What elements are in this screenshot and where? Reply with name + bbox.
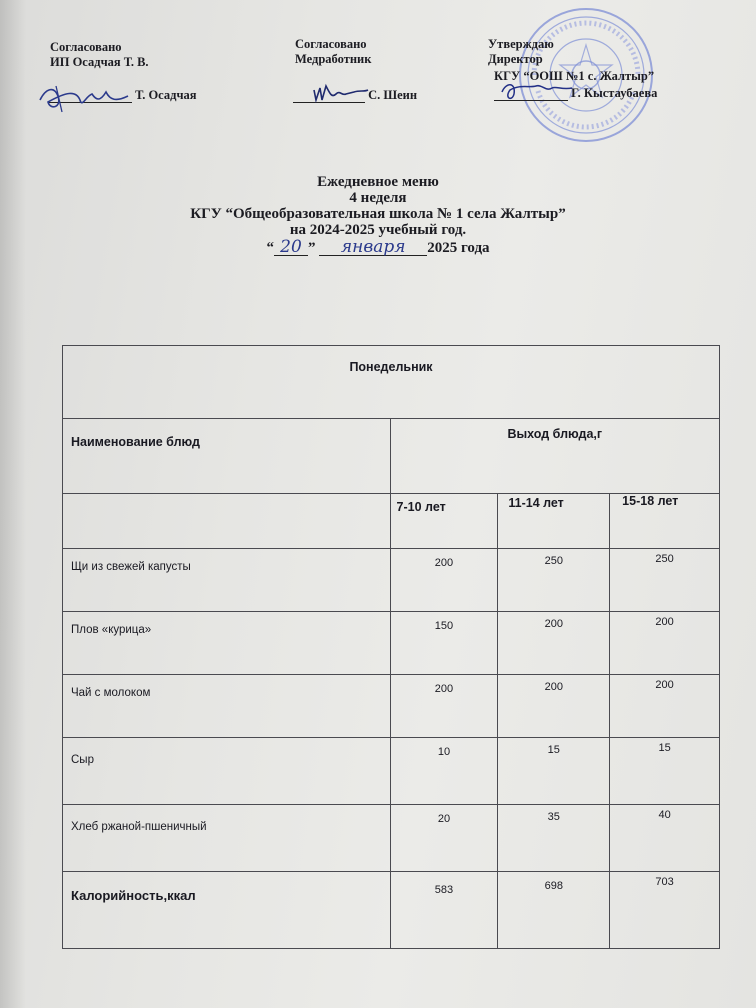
day-header: Понедельник	[63, 346, 720, 419]
date-day: 20	[274, 239, 308, 256]
portion-11-14: 200	[498, 675, 610, 738]
date-year: 2025 года	[427, 240, 490, 256]
signer-name: С. Шеин	[368, 88, 418, 102]
dish-name: Плов «курица»	[63, 612, 391, 675]
dish-name: Сыр	[63, 738, 391, 805]
approval-role: Директор	[488, 52, 543, 66]
portion-7-10: 150	[390, 612, 498, 675]
title-line-4: на 2024-2025 учебный год.	[289, 222, 467, 238]
portion-15-18: 15	[610, 738, 720, 805]
table-row	[63, 805, 720, 872]
date-month: января	[319, 239, 427, 256]
portion-11-14: 250	[498, 549, 610, 612]
approval-label: Согласовано	[295, 37, 367, 51]
approval-role: Медработник	[295, 52, 372, 66]
age-blank-cell	[63, 494, 391, 549]
portion-15-18: 40	[610, 805, 720, 872]
menu-table	[62, 345, 720, 949]
title-line-3: КГУ “Общеобразовательная школа № 1 села Жалтыр”	[190, 206, 566, 222]
portion-15-18: 200	[610, 675, 720, 738]
portion-11-14: 15	[498, 738, 610, 805]
calorie-label: Калорийность,ккал	[63, 872, 391, 949]
portion-11-14: 200	[498, 612, 610, 675]
portion-7-10: 200	[390, 675, 498, 738]
signer-name: Т. Осадчая	[135, 88, 197, 102]
portion-7-10: 10	[390, 738, 498, 805]
dish-name: Щи из свежей капусты	[63, 549, 391, 612]
age-header-15-18: 15-18 лет	[610, 494, 720, 549]
table-row	[63, 549, 720, 612]
handwritten-signature-director	[496, 74, 576, 106]
age-header-11-14: 11-14 лет	[498, 494, 610, 549]
age-header-7-10: 7-10 лет	[390, 494, 498, 549]
approval-org: КГУ “ООШ №1 с. Жалтыр”	[494, 69, 655, 83]
handwritten-signature-ip	[36, 78, 132, 118]
approval-label: Утверждаю	[488, 37, 554, 51]
approval-role: ИП Осадчая Т. В.	[50, 55, 149, 69]
portion-11-14: 35	[498, 805, 610, 872]
title-line-2: 4 неделя	[349, 190, 407, 206]
approval-ip	[50, 40, 149, 70]
output-header: Выход блюда,г	[390, 419, 719, 494]
portion-15-18: 200	[610, 612, 720, 675]
portion-15-18: 250	[610, 549, 720, 612]
table-row	[63, 738, 720, 805]
document-title	[0, 174, 756, 256]
dish-name-header: Наименование блюд	[63, 419, 391, 494]
approval-medic	[295, 37, 371, 67]
page-shadow	[0, 0, 26, 1008]
approval-label: Согласовано	[50, 40, 122, 54]
calorie-15-18: 703	[610, 872, 720, 949]
title-line-1: Ежедневное меню	[317, 174, 439, 190]
handwritten-signature-medic	[310, 80, 370, 106]
table-row	[63, 612, 720, 675]
dish-name: Чай с молоком	[63, 675, 391, 738]
portion-7-10: 200	[390, 549, 498, 612]
calorie-7-10: 583	[390, 872, 498, 949]
portion-7-10: 20	[390, 805, 498, 872]
dish-name: Хлеб ржаной-пшеничный	[63, 805, 391, 872]
calorie-11-14: 698	[498, 872, 610, 949]
calorie-row	[63, 872, 720, 949]
table-row	[63, 675, 720, 738]
signer-name: Г. Кыстаубаева	[571, 86, 658, 100]
date-line: “ 20 ” января 2025 года	[266, 237, 490, 257]
